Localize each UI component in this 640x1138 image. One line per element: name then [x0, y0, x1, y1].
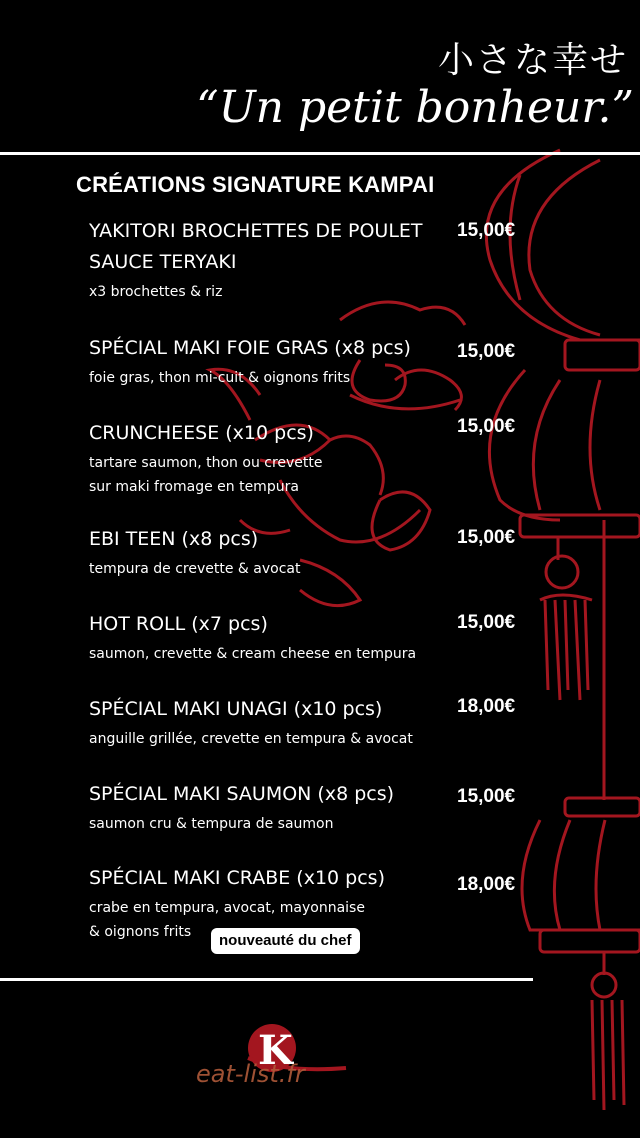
- item-description-line2: & oignons frits: [89, 924, 192, 940]
- item-name: SPÉCIAL MAKI FOIE GRAS (x8 pcs): [89, 337, 411, 359]
- item-name: SPÉCIAL MAKI UNAGI (x10 pcs): [89, 698, 383, 720]
- logo-letter: K: [258, 1027, 293, 1074]
- item-description: x3 brochettes & riz: [89, 284, 223, 300]
- item-description: anguille grillée, crevette en tempura & avocat: [89, 731, 413, 747]
- menu-item: [89, 418, 439, 499]
- item-name: HOT ROLL (x7 pcs): [89, 613, 268, 635]
- item-name: CRUNCHEESE (x10 pcs): [89, 422, 314, 444]
- divider-top: [0, 152, 640, 155]
- item-price: 15,00€: [457, 220, 516, 241]
- item-name-line2: SAUCE TERYAKI: [89, 251, 237, 273]
- item-price: 15,00€: [457, 416, 516, 437]
- item-description: tartare saumon, thon ou crevette: [89, 455, 323, 471]
- section-title: CRÉATIONS SIGNATURE KAMPAI: [76, 172, 435, 197]
- menu-item: [89, 694, 439, 751]
- item-price: 18,00€: [457, 874, 516, 895]
- item-price: 15,00€: [457, 612, 516, 633]
- japanese-title: 小さな幸せ: [437, 40, 628, 81]
- item-name: EBI TEEN (x8 pcs): [89, 528, 259, 550]
- watermark-text: eat-list.fr: [196, 1060, 305, 1088]
- item-description: saumon, crevette & cream cheese en tempura: [89, 646, 417, 662]
- menu-item: [89, 333, 439, 390]
- item-description: tempura de crevette & avocat: [89, 561, 301, 577]
- item-price: 15,00€: [457, 786, 516, 807]
- menu-item: [89, 609, 439, 666]
- item-price: 18,00€: [457, 696, 516, 717]
- item-price: 15,00€: [457, 341, 516, 362]
- item-description: crabe en tempura, avocat, mayonnaise: [89, 900, 365, 916]
- divider-bottom: [0, 978, 533, 981]
- item-price: 15,00€: [457, 527, 516, 548]
- item-name: SPÉCIAL MAKI CRABE (x10 pcs): [89, 867, 385, 889]
- chef-new-badge: nouveauté du chef: [211, 928, 360, 954]
- menu-item: [89, 524, 439, 581]
- item-name: SPÉCIAL MAKI SAUMON (x8 pcs): [89, 783, 395, 805]
- item-name: YAKITORI BROCHETTES DE POULET: [89, 220, 423, 242]
- menu-item: [89, 779, 439, 836]
- tagline: “Un petit bonheur.”: [196, 82, 634, 133]
- item-description: foie gras, thon mi-cuit & oignons frits: [89, 370, 351, 386]
- menu-item: [89, 216, 439, 304]
- item-description: saumon cru & tempura de saumon: [89, 816, 334, 832]
- item-description-line2: sur maki fromage en tempura: [89, 479, 299, 495]
